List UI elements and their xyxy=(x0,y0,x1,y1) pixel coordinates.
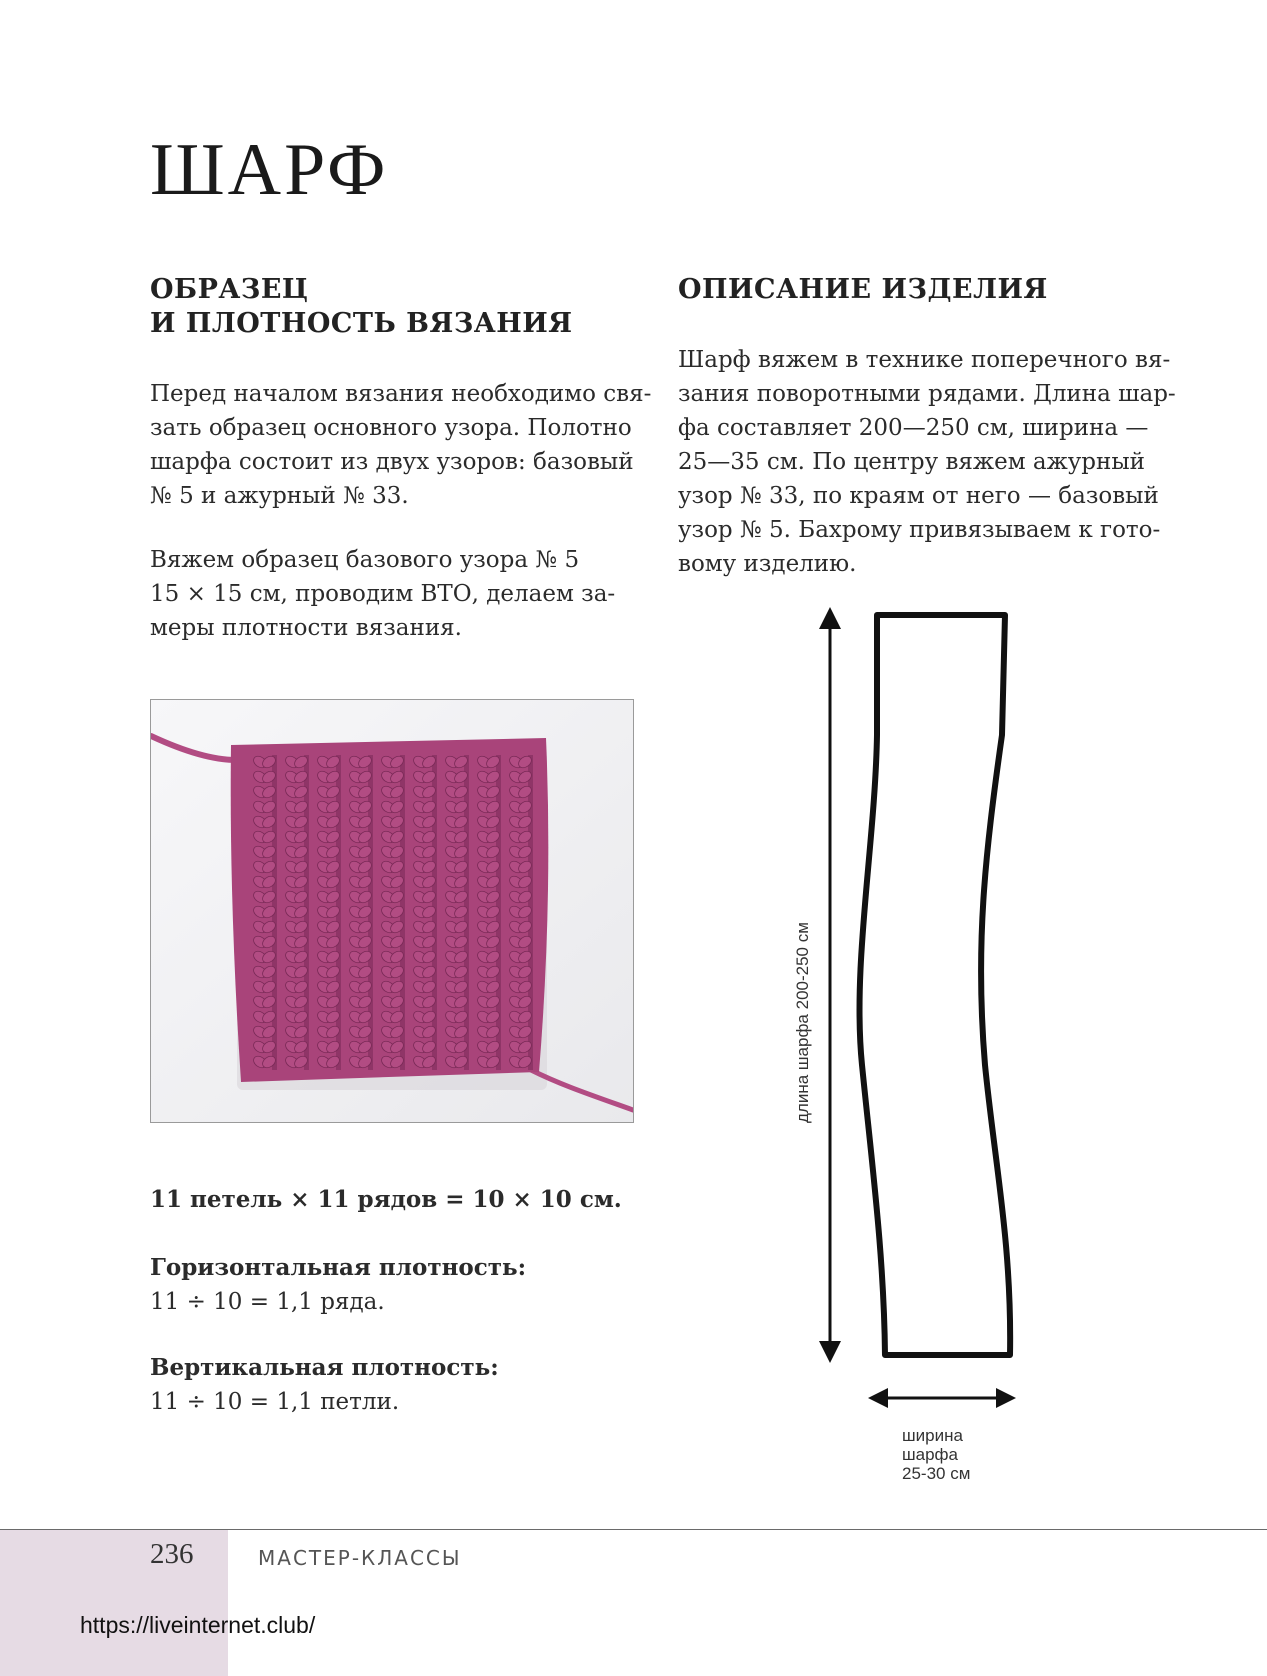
text-line: Перед началом вязания необходимо свя- xyxy=(150,381,652,407)
length-arrow xyxy=(819,607,841,1363)
horizontal-density-value: 11 ÷ 10 = 1,1 ряда. xyxy=(150,1289,385,1315)
text-line: узор № 33, по краям от него — базовый xyxy=(678,483,1159,509)
vertical-density xyxy=(150,1351,499,1419)
text-line: шарфа состоит из двух узоров: базовый xyxy=(150,449,634,475)
sample-paragraph-1 xyxy=(150,377,651,513)
description-paragraph xyxy=(678,343,1176,581)
width-label-line: 25-30 см xyxy=(902,1464,971,1483)
section-name: МАСТЕР-КЛАССЫ xyxy=(258,1546,462,1570)
text-line: узор № 5. Бахрому привязываем к гото- xyxy=(678,517,1161,543)
vertical-density-label: Вертикальная плотность: xyxy=(150,1354,499,1381)
description-heading: ОПИСАНИЕ ИЗДЕЛИЯ xyxy=(678,274,1048,305)
width-label-line: шарфа xyxy=(902,1445,958,1464)
vertical-density-value: 11 ÷ 10 = 1,1 петли. xyxy=(150,1389,400,1415)
footer-divider xyxy=(0,1529,1267,1530)
source-url[interactable]: https://liveinternet.club/ xyxy=(80,1612,316,1638)
scarf-outline xyxy=(859,615,1010,1355)
sample-section-heading xyxy=(150,273,573,341)
text-line: меры плотности вязания. xyxy=(150,615,462,641)
scarf-diagram xyxy=(780,605,1040,1485)
knit-sample-photo xyxy=(150,699,634,1123)
knit-sample-illustration xyxy=(151,700,633,1122)
text-line: зания поворотными рядами. Длина шар- xyxy=(678,381,1176,407)
text-line: зать образец основного узора. Полотно xyxy=(150,415,632,441)
text-line: вому изделию. xyxy=(678,551,857,577)
gauge-text: 11 петель × 11 рядов = 10 × 10 см. xyxy=(150,1186,622,1213)
text-line: Шарф вяжем в технике поперечного вя- xyxy=(678,347,1171,373)
horizontal-density xyxy=(150,1251,526,1319)
footer-band xyxy=(0,1530,228,1676)
text-line: 15 × 15 см, проводим ВТО, делаем за- xyxy=(150,581,616,607)
text-line: Вяжем образец базового узора № 5 xyxy=(150,547,580,573)
page-title: ШАРФ xyxy=(150,129,389,211)
width-label xyxy=(902,1426,970,1483)
text-line: № 5 и ажурный № 33. xyxy=(150,483,409,509)
width-label-line: ширина xyxy=(902,1426,963,1445)
text-line: фа составляет 200—250 см, ширина — xyxy=(678,415,1149,441)
sample-heading-line1: ОБРАЗЕЦ xyxy=(150,274,309,305)
page-number: 236 xyxy=(150,1538,194,1570)
length-label: длина шарфа 200-250 см xyxy=(793,922,812,1123)
sample-heading-line2: И ПЛОТНОСТЬ ВЯЗАНИЯ xyxy=(150,308,573,339)
text-line: 25—35 см. По центру вяжем ажурный xyxy=(678,449,1145,475)
sample-paragraph-2 xyxy=(150,543,615,645)
horizontal-density-label: Горизонтальная плотность: xyxy=(150,1254,527,1281)
width-arrow xyxy=(868,1388,1016,1408)
